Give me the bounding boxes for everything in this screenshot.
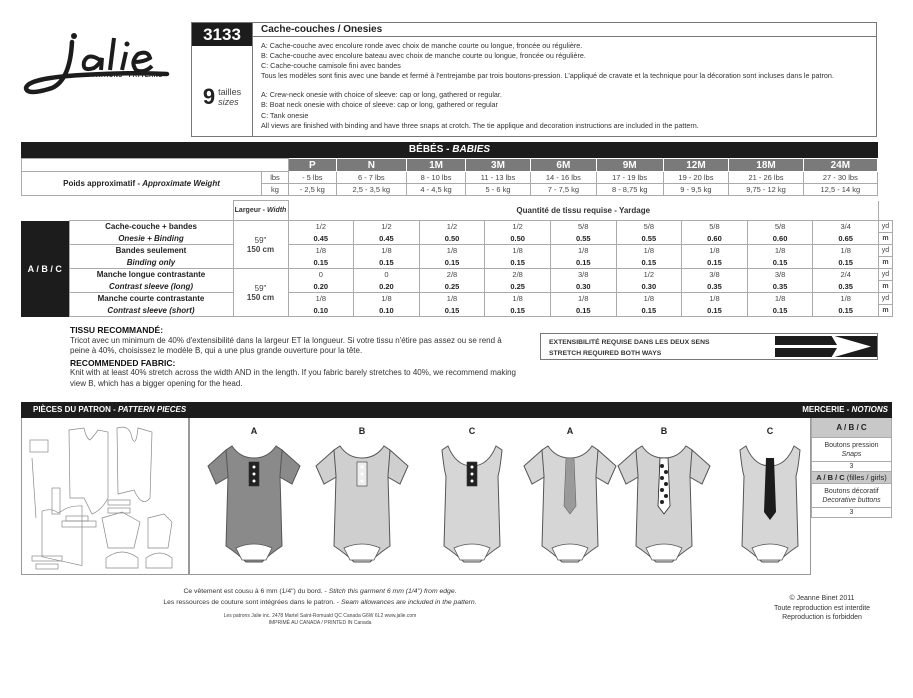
size-chart-table: [21, 158, 878, 196]
size-header: 24M: [803, 159, 877, 172]
yardage-row-label: [69, 257, 233, 269]
weight-kg: 4 - 4,5 kg: [407, 184, 466, 196]
rights-en: Reproduction is forbidden: [782, 614, 862, 621]
weight-kg: 9,75 - 12 kg: [729, 184, 803, 196]
fabric-section: [70, 324, 520, 389]
yardage-m: 0.30: [550, 281, 616, 293]
allowance-note-fr: Les ressources de couture sont intégrées dans le patron. -: [163, 599, 341, 606]
yardage-yd: 0: [288, 269, 354, 281]
yardage-row-label-en: Contrast sleeve (short): [107, 305, 195, 315]
weight-kg: - 2,5 kg: [289, 184, 337, 196]
arrow-right-icon: [775, 334, 877, 359]
unit-lbs: lbs: [262, 172, 289, 184]
yardage-yd: 1/8: [485, 245, 551, 257]
weight-lbs: 27 - 30 lbs: [803, 172, 877, 184]
yardage-yd: 0: [354, 269, 420, 281]
onesie-illustration: [520, 436, 620, 566]
band-en: BABIES: [452, 144, 491, 155]
yardage-m: 0.65: [813, 233, 879, 245]
desc-fr-b: B: Cache-couche avec encolure bateau avec choix de manche courte ou longue, froncée ou régulière.: [261, 51, 586, 61]
unit-m: m: [879, 257, 893, 269]
yardage-row-label-fr: Manche longue contrastante: [69, 269, 233, 281]
yardage-row-label: [69, 233, 233, 245]
group2-views: A / B / C: [816, 473, 845, 482]
yardage-m: 0.35: [813, 281, 879, 293]
onesie-illustration: [720, 436, 820, 566]
copyright: © Jeanne Binet 2011: [789, 595, 855, 602]
unit-yd: yd: [879, 221, 893, 233]
size-header: 3M: [466, 159, 531, 172]
yardage-yd: 3/8: [682, 269, 748, 281]
yardage-table: [21, 200, 893, 317]
yardage-yd: 5/8: [682, 221, 748, 233]
yardage-yd: 1/2: [419, 221, 485, 233]
garment-view: [614, 426, 714, 571]
size-chart-band: [21, 142, 878, 158]
yardage-yd: 1/8: [682, 293, 748, 305]
yardage-row-label-fr: Manche courte contrastante: [69, 293, 233, 305]
yardage-yd: 1/8: [747, 245, 813, 257]
yardage-row-label-fr: Bandes seulement: [69, 245, 233, 257]
size-header: 12M: [663, 159, 729, 172]
view-label: C: [766, 426, 774, 436]
weight-kg: 8 - 8,75 kg: [596, 184, 663, 196]
stretch-indicator: [540, 333, 878, 360]
desc-en-a: A: Crew-neck onesie with choice of sleeve: cap or long, gathered or regular.: [261, 90, 502, 100]
yardage-m: 0.15: [747, 257, 813, 269]
garment-view: [720, 426, 820, 571]
yardage-yd: 2/4: [813, 269, 879, 281]
view-label: B: [660, 426, 668, 436]
desc-fr-all: Tous les modèles sont finis avec une bande et fermé à l'entrejambe par trois boutons-pression. L'appliqué de cravate et la technique pour la décoration sont incluses dans le patron.: [261, 71, 834, 81]
yardage-m: 0.50: [419, 233, 485, 245]
yardage-m: 0.30: [616, 281, 682, 293]
yardage-m: 0.60: [747, 233, 813, 245]
yardage-m: 0.60: [682, 233, 748, 245]
size-header: 1M: [407, 159, 466, 172]
seam-note-fr: Ce vêtement est cousu à 6 mm (1/4") du bord. -: [183, 588, 329, 595]
onesie-illustration: [422, 436, 522, 566]
yardage-m: 0.25: [485, 281, 551, 293]
desc-en-c: C: Tank onesie: [261, 110, 309, 120]
notions-title-en: NOTIONS: [851, 405, 888, 414]
garment-view: [204, 426, 304, 571]
onesie-illustration: [312, 436, 412, 566]
yardage-m: 0.15: [354, 257, 420, 269]
weight-lbs: 21 - 26 lbs: [729, 172, 803, 184]
yardage-yd: 1/2: [288, 221, 354, 233]
weight-lbs: - 5 lbs: [289, 172, 337, 184]
yardage-m: 0.15: [419, 305, 485, 317]
notions-title-fr: MERCERIE -: [802, 405, 852, 414]
yardage-m: 0.50: [485, 233, 551, 245]
snaps-qty: 3: [811, 462, 892, 472]
band-fr: BÉBÉS -: [408, 144, 453, 155]
allowance-note-en: Seam allowances are included in the pattern.: [340, 599, 477, 606]
yardage-m: 0.15: [485, 257, 551, 269]
yardage-yd: 1/8: [813, 245, 879, 257]
sizes-count: [192, 46, 252, 136]
width-header-fr: Largeur -: [234, 207, 267, 214]
yardage-m: 0.10: [288, 305, 354, 317]
pieces-title-en: PATTERN PIECES: [118, 405, 187, 414]
yardage-yd: 1/8: [419, 293, 485, 305]
unit-kg: kg: [262, 184, 289, 196]
snaps-fr: Boutons pression: [824, 442, 879, 449]
yardage-m: 0.25: [419, 281, 485, 293]
yardage-yd: 1/8: [616, 293, 682, 305]
notions-item-snaps: [811, 438, 892, 462]
yardage-yd: 1/8: [682, 245, 748, 257]
yardage-yd: 5/8: [616, 221, 682, 233]
yardage-yd: 1/8: [419, 245, 485, 257]
garment-views: [189, 418, 811, 575]
yardage-yd: 1/8: [550, 293, 616, 305]
yardage-m: 0.15: [682, 257, 748, 269]
weight-kg: 5 - 6 kg: [466, 184, 531, 196]
yardage-yd: 1/8: [616, 245, 682, 257]
printed-in: IMPRIMÉ AU CANADA / PRINTED IN Canada: [268, 620, 372, 626]
pieces-title-fr: PIÈCES DU PATRON -: [33, 405, 119, 414]
width-in: 59": [254, 235, 267, 245]
width-in: 59": [254, 283, 267, 293]
rights-fr: Toute reproduction est interdite: [773, 604, 871, 612]
views-label: A / B / C: [21, 221, 69, 317]
yardage-yd: 1/2: [485, 221, 551, 233]
pattern-description: [253, 37, 876, 135]
yardage-m: 0.15: [485, 305, 551, 317]
weight-lbs: 8 - 10 lbs: [407, 172, 466, 184]
sizes-number: 9: [202, 84, 216, 109]
yardage-m: 0.15: [616, 257, 682, 269]
desc-fr-c: C: Cache-couche camisole fini avec bandes: [261, 61, 401, 71]
size-header: 9M: [596, 159, 663, 172]
width-cm: 150 cm: [246, 292, 275, 302]
weight-lbs: 11 - 13 lbs: [466, 172, 531, 184]
weight-lbs: 19 - 20 lbs: [663, 172, 729, 184]
yardage-m: 0.55: [550, 233, 616, 245]
yardage-yd: 1/8: [288, 245, 354, 257]
garment-view: [312, 426, 412, 571]
yardage-yd: 5/8: [747, 221, 813, 233]
garment-view: [422, 426, 522, 571]
fabric-heading-en: RECOMMENDED FABRIC:: [70, 357, 176, 368]
yardage-m: 0.10: [354, 305, 420, 317]
yardage-yd: 5/8: [550, 221, 616, 233]
yardage-m: 0.15: [747, 305, 813, 317]
unit-yd: yd: [879, 293, 893, 305]
yardage-m: 0.35: [747, 281, 813, 293]
yardage-yd: 1/8: [288, 293, 354, 305]
yardage-yd: 1/8: [813, 293, 879, 305]
yardage-m: 0.20: [354, 281, 420, 293]
size-header: 18M: [729, 159, 803, 172]
garment-view: [520, 426, 620, 571]
view-label: A: [566, 426, 574, 436]
weight-lbs: 6 - 7 lbs: [336, 172, 406, 184]
yardage-yd: 1/2: [354, 221, 420, 233]
weight-label-en: Approximate Weight: [142, 179, 220, 188]
sewing-notes: [120, 586, 520, 608]
yardage-yd: 1/2: [616, 269, 682, 281]
onesie-illustration: [614, 436, 714, 566]
yardage-title: Quantité de tissu requise - Yardage: [516, 205, 651, 215]
stretch-fr: EXTENSIBILITÉ REQUISE DANS LES DEUX SENS: [549, 339, 710, 346]
unit-m: m: [879, 305, 893, 317]
desc-en-b: B: Boat neck onesie with choice of sleeve: cap or long, gathered or regular: [261, 100, 498, 110]
copyright-block: [760, 594, 884, 623]
size-header: P: [289, 159, 337, 172]
view-label: A: [250, 426, 258, 436]
width-header-en: Width: [266, 207, 287, 214]
yardage-row-label-en: Contrast sleeve (long): [108, 281, 193, 291]
pattern-number: 3133: [192, 23, 252, 46]
yardage-m: 0.15: [419, 257, 485, 269]
size-header: N: [336, 159, 406, 172]
yardage-yd: 1/8: [354, 293, 420, 305]
yardage-yd: 3/8: [550, 269, 616, 281]
yardage-m: 0.15: [550, 305, 616, 317]
yardage-m: 0.15: [813, 305, 879, 317]
unit-m: m: [879, 233, 893, 245]
yardage-yd: 3/4: [813, 221, 879, 233]
weight-lbs: 17 - 19 lbs: [596, 172, 663, 184]
yardage-yd: 1/8: [354, 245, 420, 257]
weight-label-fr: Poids approximatif -: [63, 179, 143, 188]
pattern-info-box: [191, 22, 877, 137]
yardage-m: 0.15: [550, 257, 616, 269]
notions-group-1: A / B / C: [811, 418, 892, 438]
publisher-address: Les patrons Jalie inc. 2478 Martel Saint-Romuald QC Canada G6W 6L2 www.jalie.com: [223, 613, 417, 619]
weight-kg: 12,5 - 14 kg: [803, 184, 877, 196]
yardage-yd: 1/8: [485, 293, 551, 305]
size-header: 6M: [530, 159, 596, 172]
yardage-yd: 1/8: [550, 245, 616, 257]
unit-yd: yd: [879, 269, 893, 281]
notions-item-buttons: [811, 484, 892, 508]
onesie-illustration: [204, 436, 304, 566]
weight-label: [22, 172, 262, 196]
yardage-m: 0.35: [682, 281, 748, 293]
notions-group-2: [811, 472, 892, 484]
yardage-m: 0.15: [288, 257, 354, 269]
yardage-row-label-en: Onesie + Binding: [118, 233, 184, 243]
yardage-row-label: [69, 281, 233, 293]
desc-fr-a: A: Cache-couche avec encolure ronde avec choix de manche courte ou longue, froncée ou régulière.: [261, 41, 583, 50]
sizes-label-en: sizes: [218, 97, 239, 107]
pattern-pieces-diagram: [21, 418, 189, 575]
pattern-title: Cache-couches / Onesies: [253, 23, 876, 37]
yardage-m: 0.45: [288, 233, 354, 245]
notions-title: [802, 402, 888, 418]
yardage-row-label: [69, 305, 233, 317]
yardage-m: 0.55: [616, 233, 682, 245]
view-label: C: [468, 426, 476, 436]
yardage-m: 0.20: [288, 281, 354, 293]
yardage-yd: 3/8: [747, 269, 813, 281]
yardage-row-label-fr: Cache-couche + bandes: [69, 221, 233, 233]
buttons-en: Decorative buttons: [822, 497, 881, 504]
yardage-yd: 2/8: [485, 269, 551, 281]
yardage-yd: 2/8: [419, 269, 485, 281]
logo-tagline: PATRONS - PATTERNS: [92, 73, 163, 79]
pieces-title: [33, 402, 186, 418]
yardage-m: 0.15: [813, 257, 879, 269]
weight-lbs: 14 - 16 lbs: [530, 172, 596, 184]
yardage-m: 0.45: [354, 233, 420, 245]
weight-kg: 9 - 9,5 kg: [663, 184, 729, 196]
view-label: B: [358, 426, 366, 436]
yardage-yd: 1/8: [747, 293, 813, 305]
fabric-width: [233, 269, 288, 317]
yardage-m: 0.15: [616, 305, 682, 317]
desc-en-all: All views are finished with binding and have three snaps at crotch. The tie applique and decoration instructions are included in the pattern.: [261, 120, 699, 130]
seam-note-en: Stitch this garment 6 mm (1/4") from edge.: [328, 588, 457, 595]
fabric-width: [233, 221, 288, 269]
weight-kg: 2,5 - 3,5 kg: [336, 184, 406, 196]
pattern-pieces-band: [21, 402, 892, 418]
snaps-en: Snaps: [841, 451, 862, 458]
jalie-logo: [22, 30, 182, 100]
unit-yd: yd: [879, 245, 893, 257]
notions-table: [811, 418, 892, 518]
buttons-fr: Boutons décoratif: [824, 488, 879, 495]
stretch-en: STRETCH REQUIRED BOTH WAYS: [549, 350, 662, 357]
weight-kg: 7 - 7,5 kg: [530, 184, 596, 196]
fabric-heading-fr: TISSU RECOMMANDÉ:: [70, 325, 164, 335]
width-header: [233, 201, 288, 221]
fabric-text-en: Knit with at least 40% stretch across the width AND in the length. If you fabric barely stretches to 40%, we recommend making view B, which has a bigger opening for the head.: [70, 368, 516, 388]
publisher-info: [120, 613, 520, 627]
yardage-row-label-en: Binding only: [126, 257, 176, 267]
fabric-text-fr: Tricot avec un minimum de 40% d'extensibilité dans la largeur ET la longueur. Si votre tissu n'étire pas assez ou se rend à peine à 40%, choisissez le modèle B, qui a une plus grande ouverture pour la tête.: [70, 335, 502, 355]
sizes-label-fr: tailles: [218, 87, 242, 97]
group2-note: (filles / girls): [844, 473, 887, 482]
width-cm: 150 cm: [246, 244, 275, 254]
yardage-m: 0.15: [682, 305, 748, 317]
unit-m: m: [879, 281, 893, 293]
buttons-qty: 3: [811, 508, 892, 518]
